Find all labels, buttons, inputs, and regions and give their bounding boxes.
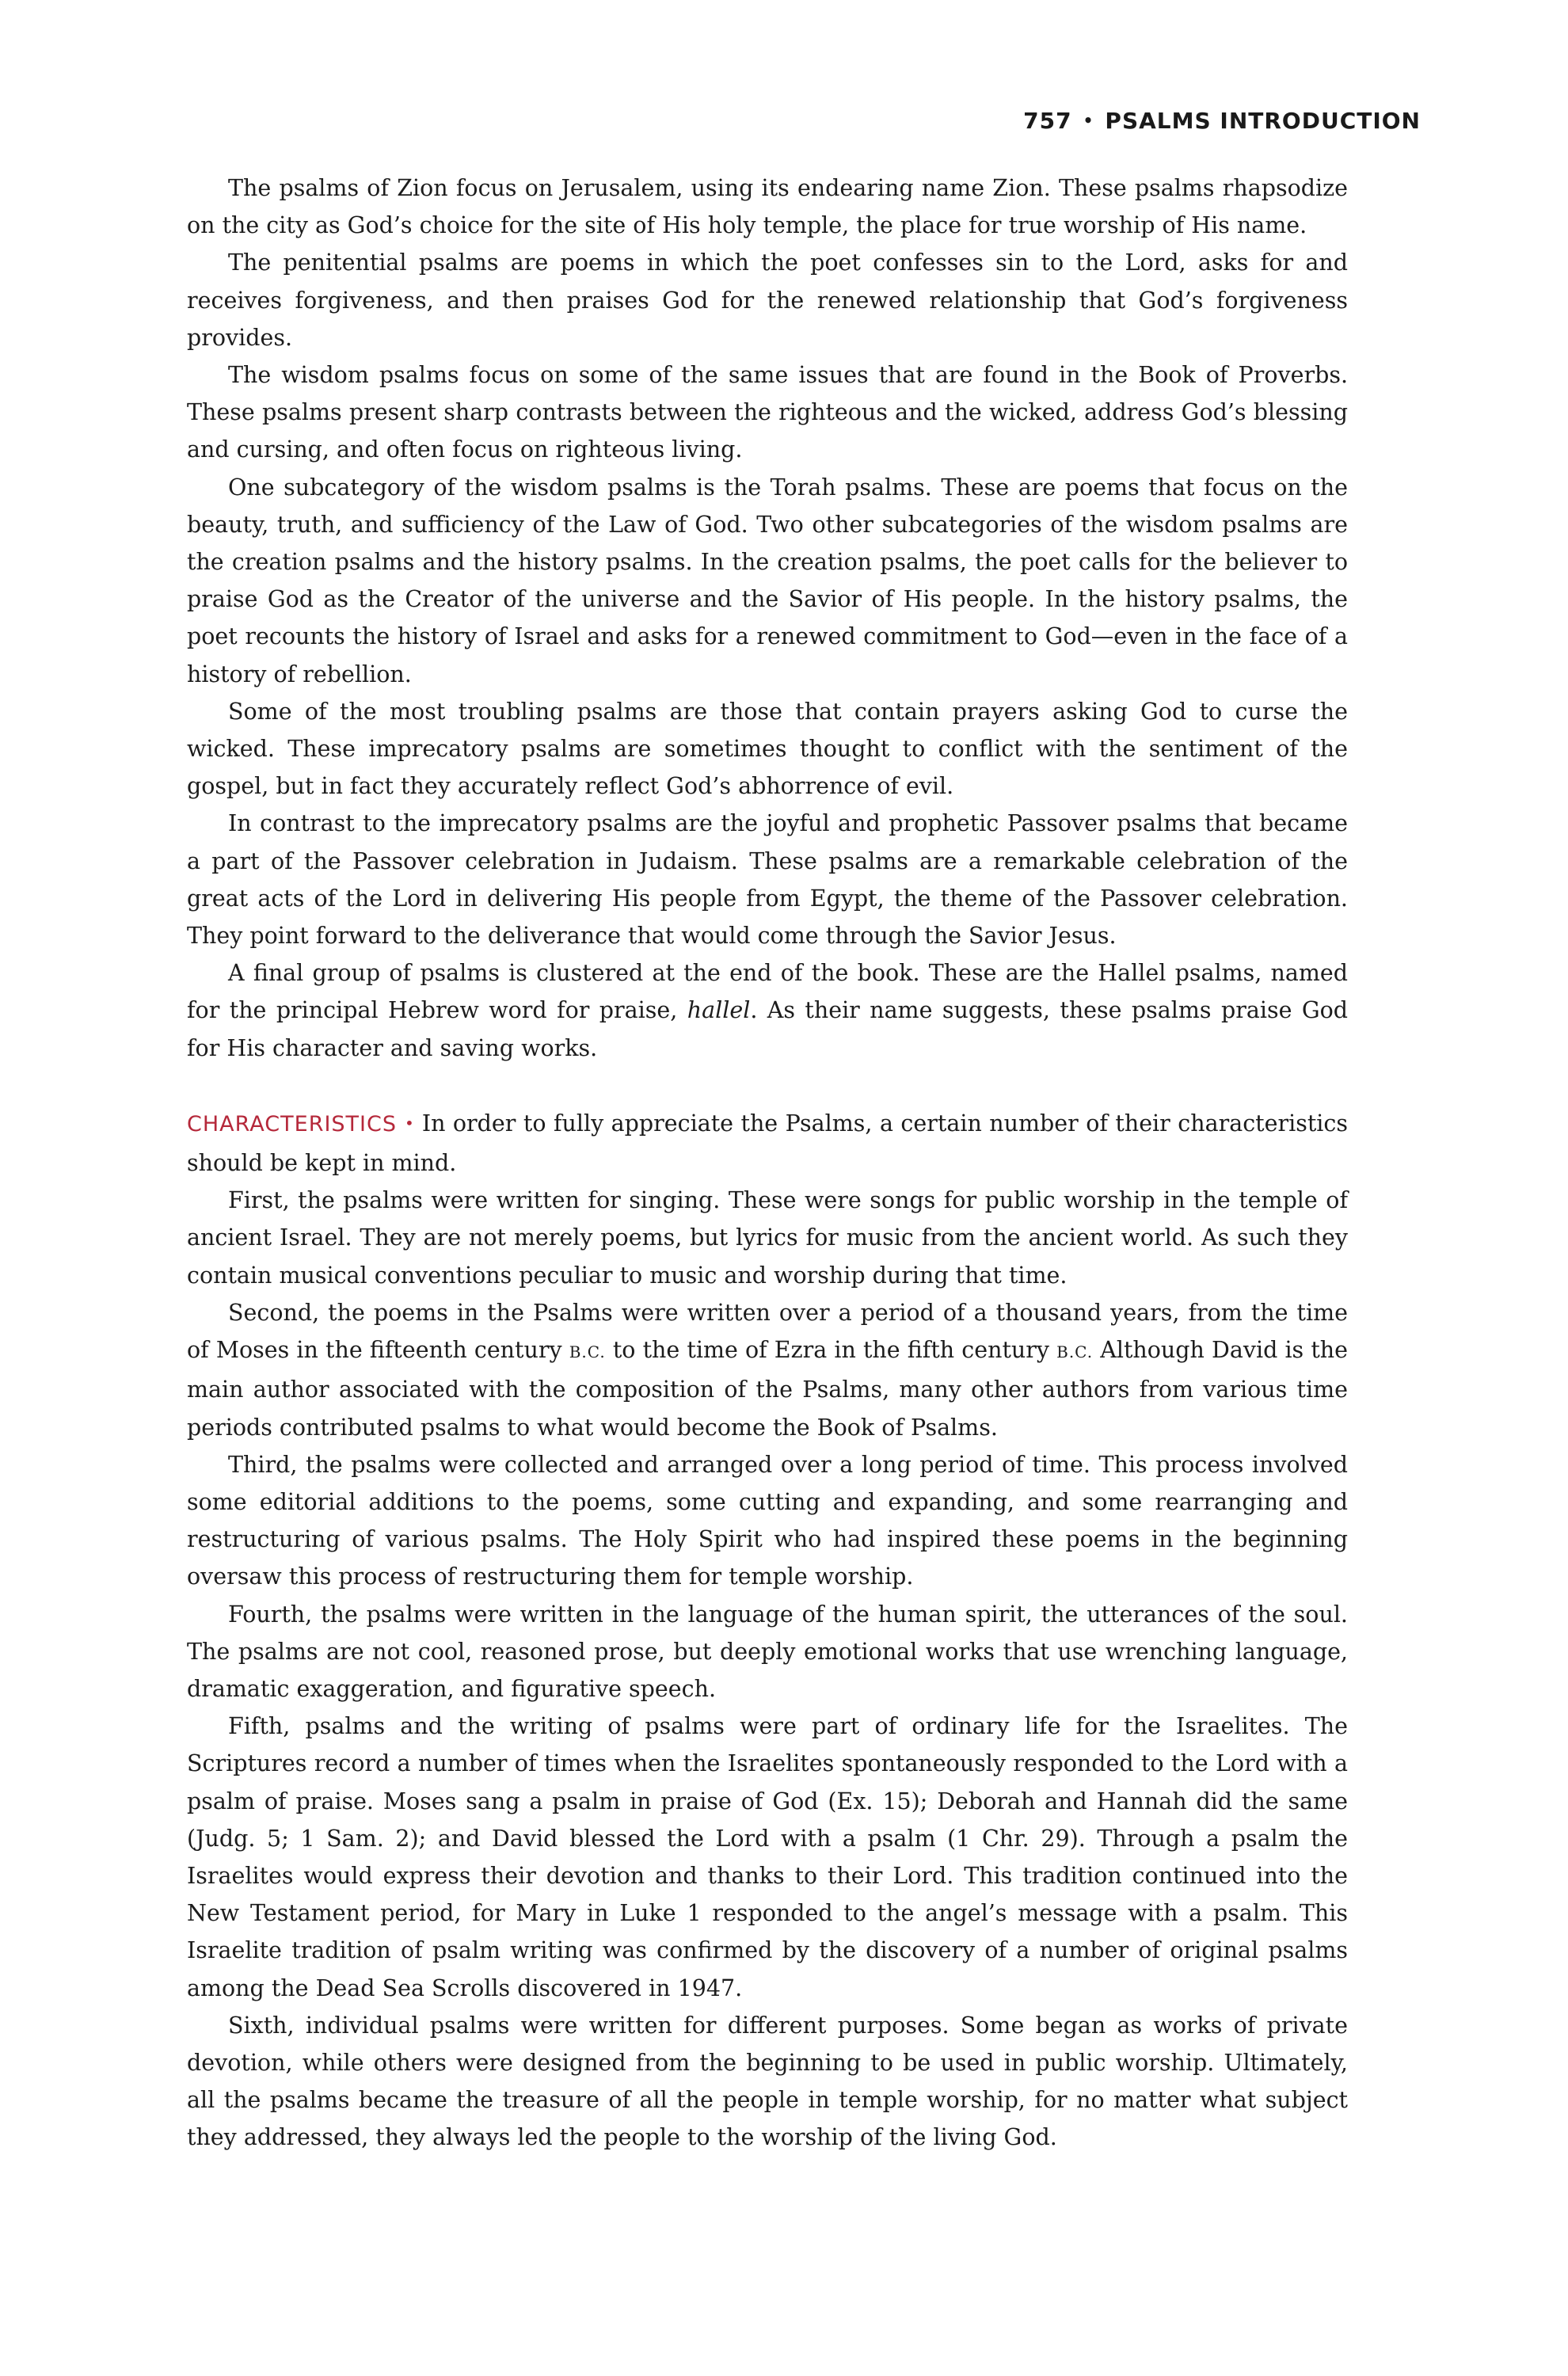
running-head xyxy=(1023,108,1421,134)
second-text-part1: Second, the poems in the Psalms were written over a period of a thousand years, from the time of Moses in the fifteenth century xyxy=(187,1299,1348,1364)
second-text-part2: to the time of Ezra in the fifth century xyxy=(605,1337,1057,1364)
hallel-text-before: A final group of psalms is clustered at the end of the book. These are the Hallel psalms, named for the principal Hebrew word for praise, xyxy=(187,960,1348,1024)
era-label-1: B.C. xyxy=(569,1342,606,1362)
paragraph-zion-psalms: The psalms of Zion focus on Jerusalem, using its endearing name Zion. These psalms rhapsodize on the city as God’s choice for the site of His holy temple, the place for true worship of His name. xyxy=(187,175,1348,239)
paragraph-sixth: Sixth, individual psalms were written for different purposes. Some began as works of private devotion, while others were designed from the beginning to be used in public worship. Ultimately, all the psalms became the treasure of all the people in temple worship, for no matter what subject they addressed, they always led the people to the worship of the living God. xyxy=(187,2012,1348,2151)
paragraph-torah-psalms: One subcategory of the wisdom psalms is the Torah psalms. These are poems that focus on the beauty, truth, and sufficiency of the Law of God. Two other subcategories of the wisdom psalms are the creation psalms and the history psalms. In the creation psalms, the poet calls for the believer to praise God as the Creator of the universe and the Savior of His people. In the history psalms, the poet recounts the history of Israel and asks for a renewed commitment to God—even in the face of a history of rebellion. xyxy=(187,474,1348,687)
second-text-part3: Although David is the main author associated with the composition of the Psalms, many other authors from various time periods contributed psalms to what would become the Book of Psalms. xyxy=(187,1337,1348,1441)
era-label-2: B.C. xyxy=(1056,1342,1094,1362)
section-gap xyxy=(187,1067,1348,1105)
paragraph-penitential-psalms: The penitential psalms are poems in which the poet confesses sin to the Lord, asks for and receives forgiveness, and then praises God for the renewed relationship that God’s forgiveness provides. xyxy=(187,249,1348,351)
header-separator: • xyxy=(1083,111,1094,130)
hallel-text-after: . As their name suggests, these psalms praise God for His character and saving works. xyxy=(187,997,1349,1061)
hallel-word: hallel xyxy=(687,997,751,1024)
running-title: PSALMS INTRODUCTION xyxy=(1105,108,1421,134)
paragraph-characteristics-intro xyxy=(187,1105,1348,1182)
paragraph-wisdom-psalms: The wisdom psalms focus on some of the same issues that are found in the Book of Proverbs. These psalms present sharp contrasts between the righteous and the wicked, address God’s blessing and cursing, and often focus on righteous living. xyxy=(187,362,1348,463)
paragraph-first: First, the psalms were written for singing. These were songs for public worship in the temple of ancient Israel. They are not merely poems, but lyrics for music from the ancient world. As such they contain musical conventions peculiar to music and worship during that time. xyxy=(187,1187,1348,1289)
paragraph-fourth: Fourth, the psalms were written in the language of the human spirit, the utterances of the soul. The psalms are not cool, reasoned prose, but deeply emotional works that use wrenching language, dramatic exaggeration, and figurative speech. xyxy=(187,1601,1348,1702)
paragraph-third: Third, the psalms were collected and arranged over a long period of time. This process involved some editorial additions to the poems, some cutting and expanding, and some rearranging and restructuring of various psalms. The Holy Spirit who had inspired these poems in the beginning oversaw this process of restructuring them for temple worship. xyxy=(187,1451,1348,1590)
paragraph-second xyxy=(187,1294,1348,1446)
paragraph-fifth: Fifth, psalms and the writing of psalms were part of ordinary life for the Israelites. The Scriptures record a number of times when the Israelites spontaneously responded to the Lord with a psalm of praise. Moses sang a psalm in praise of God (Ex. 15); Deborah and Hannah did the same (Judg. 5; 1 Sam. 2); and David blessed the Lord with a psalm (1 Chr. 29). Through a psalm the Israelites would express their devotion and thanks to their Lord. This tradition continued into the New Testament period, for Mary in Luke 1 responded to the angel’s message with a psalm. This Israelite tradition of psalm writing was confirmed by the discovery of a number of original psalms among the Dead Sea Scrolls discovered in 1947. xyxy=(187,1713,1348,2001)
paragraph-imprecatory-psalms: Some of the most troubling psalms are those that contain prayers asking God to curse the wicked. These imprecatory psalms are sometimes thought to conflict with the sentiment of the gospel, but in fact they accurately reflect God’s abhorrence of evil. xyxy=(187,698,1348,800)
section-heading-characteristics: CHARACTERISTICS xyxy=(187,1111,398,1137)
body-text xyxy=(187,169,1348,2157)
characteristics-intro-text: In order to fully appreciate the Psalms, a certain number of their characteristics should be kept in mind. xyxy=(187,1110,1348,1177)
page-number: 757 xyxy=(1023,108,1072,134)
paragraph-hallel-psalms xyxy=(187,954,1348,1067)
paragraph-passover-psalms: In contrast to the imprecatory psalms are the joyful and prophetic Passover psalms that became a part of the Passover celebration in Judaism. These psalms are a remarkable celebration of the great acts of the Lord in delivering His people from Egypt, the theme of the Passover celebration. They point forward to the deliverance that would come through the Savior Jesus. xyxy=(187,810,1348,950)
heading-bullet: • xyxy=(405,1113,414,1133)
